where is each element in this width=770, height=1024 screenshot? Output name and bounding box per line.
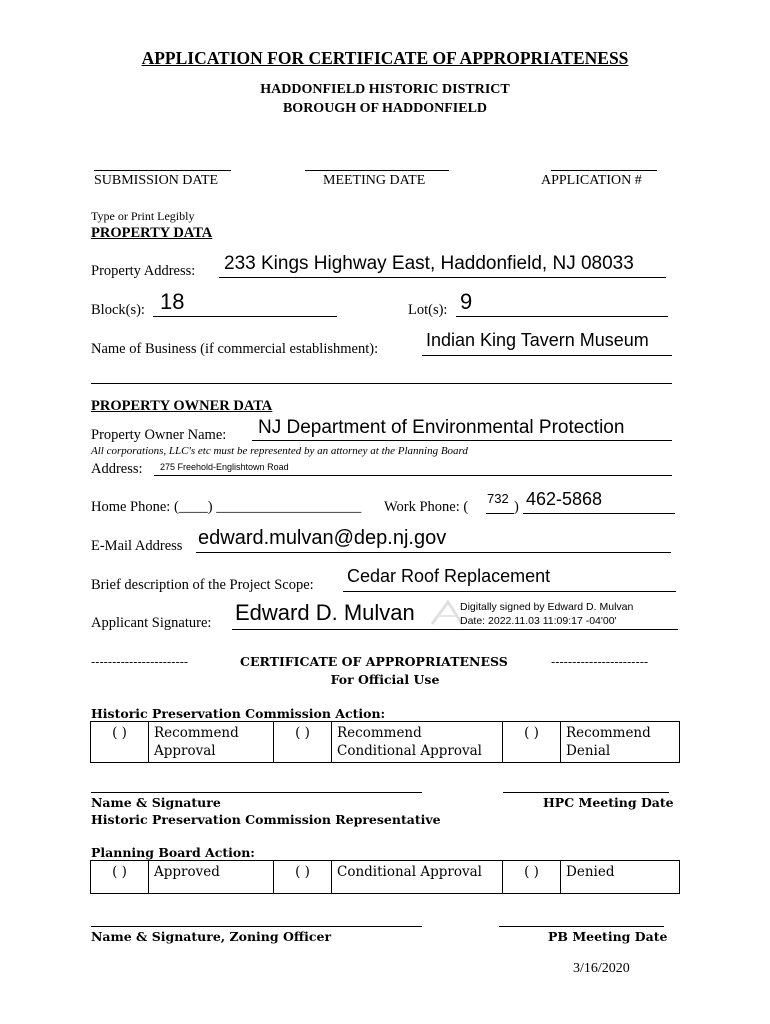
district-name: HADDONFIELD HISTORIC DISTRICT xyxy=(260,82,510,97)
official-use-heading: For Official Use xyxy=(330,672,440,687)
hpc-conditional-label-2: Conditional Approval xyxy=(337,743,482,759)
application-number-label: APPLICATION # xyxy=(541,173,642,188)
business-name-label: Name of Business (if commercial establishment): xyxy=(91,341,379,357)
applicant-signature-label: Applicant Signature: xyxy=(91,615,212,631)
owner-name-field[interactable]: NJ Department of Environmental Protection xyxy=(258,417,625,438)
certificate-heading: CERTIFICATE OF APPROPRIATENESS xyxy=(240,654,508,669)
hpc-action-heading: Historic Preservation Commission Action: xyxy=(91,706,386,721)
owner-address-label: Address: xyxy=(91,461,143,477)
work-area-code-field[interactable]: 732 xyxy=(487,491,509,506)
divider-left: ----------------------- xyxy=(91,654,189,669)
owner-name-line xyxy=(252,440,672,441)
hpc-date-label: HPC Meeting Date xyxy=(543,795,674,810)
block-label: Block(s): xyxy=(91,302,145,318)
owner-name-label: Property Owner Name: xyxy=(91,427,227,443)
business-name-continuation-line xyxy=(91,383,672,384)
hpc-deny-option xyxy=(561,722,680,763)
scope-label: Brief description of the Project Scope: xyxy=(91,577,314,593)
hpc-approve-option xyxy=(149,722,274,763)
pb-denied-checkbox[interactable]: ( ) xyxy=(503,861,561,894)
submission-date-label: SUBMISSION DATE xyxy=(94,173,219,188)
pb-approved-checkbox[interactable]: ( ) xyxy=(91,861,149,894)
business-name-field[interactable]: Indian King Tavern Museum xyxy=(426,330,649,350)
property-address-label: Property Address: xyxy=(91,263,196,279)
hpc-date-line[interactable] xyxy=(503,792,669,793)
pb-denied-label: Denied xyxy=(561,861,680,894)
attorney-note: All corporations, LLC's etc must be represented by an attorney at the Planning Board xyxy=(91,445,468,457)
lot-line xyxy=(456,316,668,317)
divider-right: ----------------------- xyxy=(551,654,649,669)
hpc-approve-label-1: Recommend xyxy=(154,725,239,741)
zoning-signature-line[interactable] xyxy=(91,926,422,927)
borough-name: BOROUGH OF HADDONFIELD xyxy=(282,101,488,116)
block-line xyxy=(153,316,337,317)
business-name-line xyxy=(422,355,672,356)
owner-data-heading: PROPERTY OWNER DATA xyxy=(91,398,273,414)
hpc-deny-checkbox[interactable]: ( ) xyxy=(503,722,561,763)
work-phone-close-paren: ) xyxy=(514,499,519,515)
hpc-conditional-label-1: Recommend xyxy=(337,725,422,741)
email-label: E-Mail Address xyxy=(91,538,183,554)
hpc-representative-label: Historic Preservation Commission Representative xyxy=(91,812,441,827)
hpc-conditional-checkbox[interactable]: ( ) xyxy=(274,722,332,763)
property-data-heading: PROPERTY DATA xyxy=(91,225,213,241)
work-area-code-line xyxy=(486,513,514,514)
pb-conditional-checkbox[interactable]: ( ) xyxy=(274,861,332,894)
hpc-signature-line[interactable] xyxy=(91,792,422,793)
digital-signature-line1: Digitally signed by Edward D. Mulvan xyxy=(460,601,634,613)
pb-approved-label: Approved xyxy=(149,861,274,894)
zoning-signature-label: Name & Signature, Zoning Officer xyxy=(91,929,332,944)
owner-address-line xyxy=(154,475,672,476)
email-line xyxy=(196,552,671,553)
pb-action-heading: Planning Board Action: xyxy=(91,845,255,860)
digital-signature-line2: Date: 2022.11.03 11:09:17 -04'00' xyxy=(460,615,617,627)
meeting-date-line[interactable] xyxy=(305,170,449,171)
pb-date-line[interactable] xyxy=(499,926,664,927)
work-phone-line xyxy=(523,513,675,514)
pb-conditional-label: Conditional Approval xyxy=(332,861,503,894)
submission-date-line[interactable] xyxy=(94,170,231,171)
owner-address-field[interactable]: 275 Freehold-Englishtown Road xyxy=(160,462,289,472)
hpc-conditional-option xyxy=(332,722,503,763)
applicant-signature-field[interactable]: Edward D. Mulvan xyxy=(235,600,415,625)
scope-line xyxy=(343,591,676,592)
block-field[interactable]: 18 xyxy=(160,289,185,314)
hpc-approve-label-2: Approval xyxy=(154,743,216,759)
hpc-action-table xyxy=(90,721,680,763)
hpc-deny-label-1: Recommend xyxy=(566,725,651,741)
work-phone-label: Work Phone: ( xyxy=(384,499,469,515)
lot-label: Lot(s): xyxy=(408,302,448,318)
property-address-line xyxy=(219,277,666,278)
revision-date: 3/16/2020 xyxy=(573,961,630,976)
application-number-line[interactable] xyxy=(551,170,657,171)
form-title: APPLICATION FOR CERTIFICATE OF APPROPRIATENESS xyxy=(141,48,629,68)
meeting-date-label: MEETING DATE xyxy=(323,173,426,188)
pb-action-table xyxy=(90,860,680,894)
scope-field[interactable]: Cedar Roof Replacement xyxy=(347,566,551,586)
property-address-field[interactable]: 233 Kings Highway East, Haddonfield, NJ 08033 xyxy=(224,253,634,274)
hpc-signature-label: Name & Signature xyxy=(91,795,221,810)
hpc-deny-label-2: Denial xyxy=(566,743,611,759)
instructions-text: Type or Print Legibly xyxy=(91,209,195,223)
work-phone-field[interactable]: 462-5868 xyxy=(526,489,603,509)
email-field[interactable]: edward.mulvan@dep.nj.gov xyxy=(198,527,447,549)
lot-field[interactable]: 9 xyxy=(460,289,473,314)
hpc-approve-checkbox[interactable]: ( ) xyxy=(91,722,149,763)
home-phone-label[interactable]: Home Phone: (____) ____________________ xyxy=(91,499,362,515)
pb-date-label: PB Meeting Date xyxy=(548,929,668,944)
